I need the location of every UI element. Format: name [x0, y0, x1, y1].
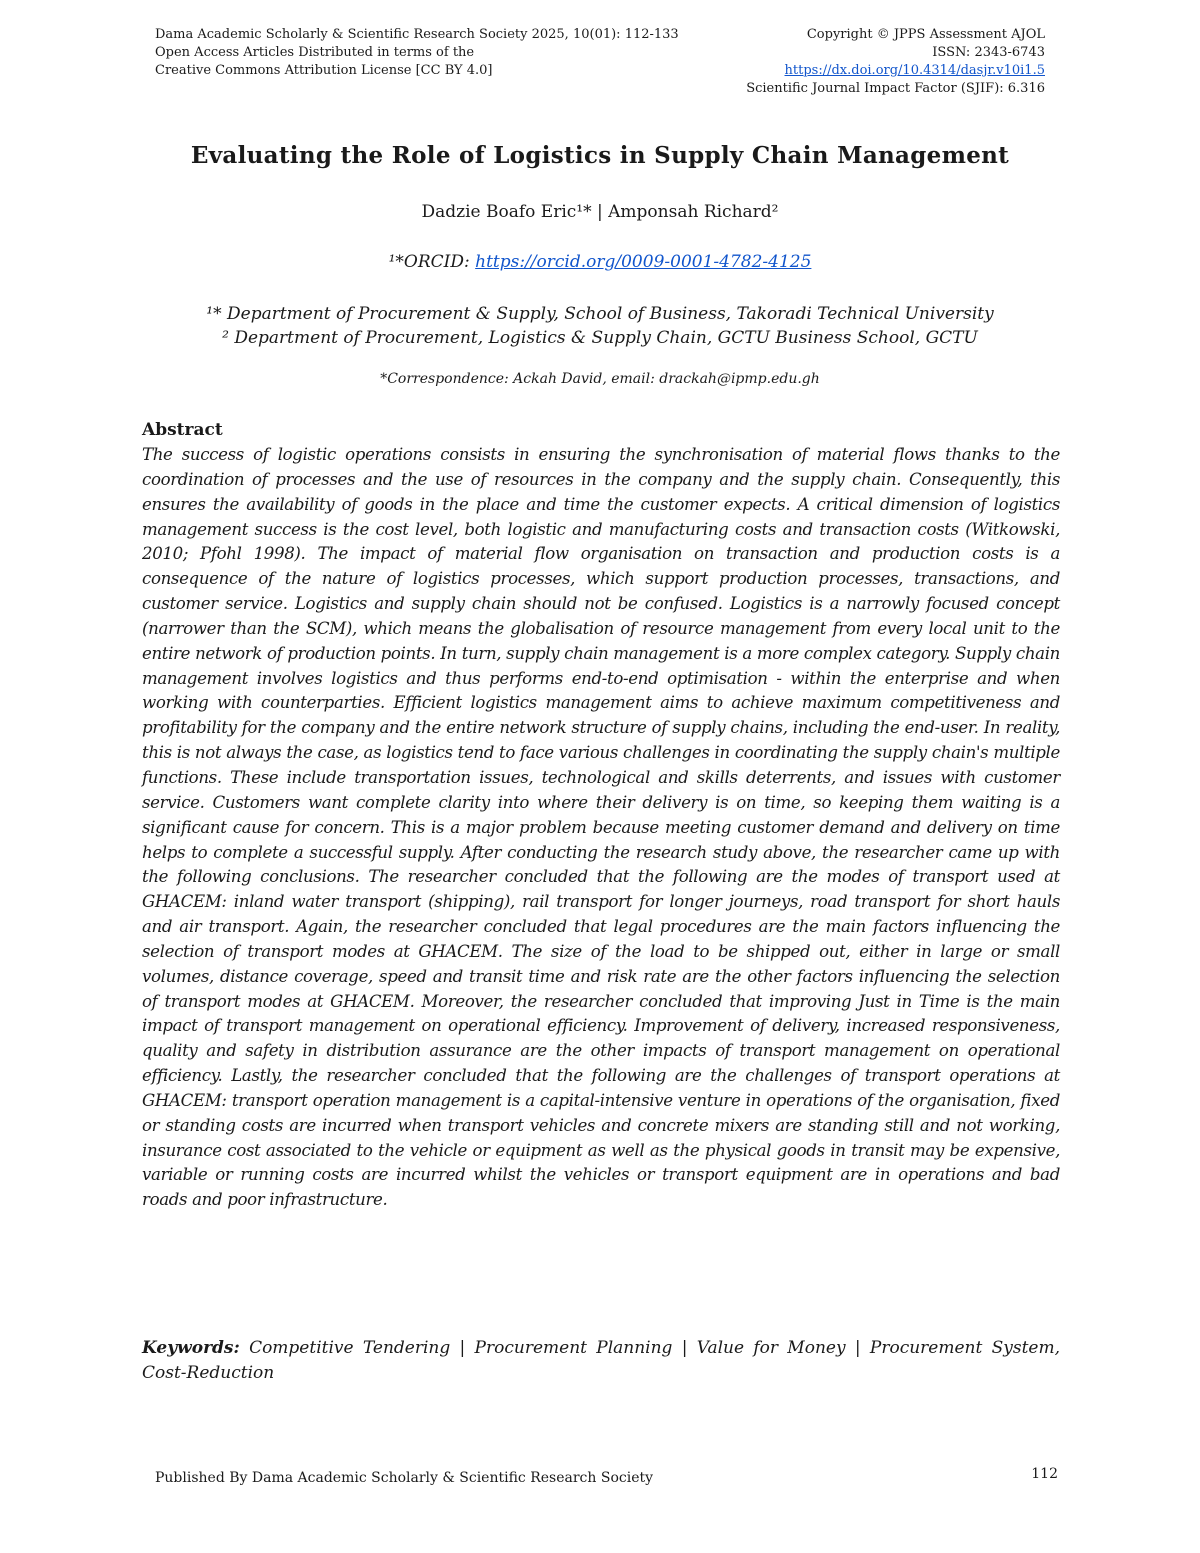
- impact-factor: Scientific Journal Impact Factor (SJIF): 6.316: [746, 81, 1045, 96]
- orcid-line: [100, 252, 1100, 272]
- keywords-label: Keywords:: [142, 1338, 240, 1358]
- copyright-note: Copyright © JPPS Assessment AJOL: [806, 27, 1045, 42]
- paper-title: Evaluating the Role of Logistics in Supply Chain Management: [190, 142, 1010, 169]
- orcid-link[interactable]: https://orcid.org/0009-0001-4782-4125: [475, 252, 812, 272]
- doi-link[interactable]: https://dx.doi.org/10.4314/dasjr.v10i1.5: [784, 63, 1045, 78]
- keywords: [142, 1336, 1060, 1386]
- publisher-footer: Published By Dama Academic Scholarly & Scientific Research Society: [155, 1470, 654, 1486]
- journal-citation: Dama Academic Scholarly & Scientific Research Society 2025, 10(01): 112-133: [155, 27, 679, 42]
- author-list: Dadzie Boafo Eric¹* | Amponsah Richard²: [421, 202, 779, 222]
- abstract-text: The success of logistic operations consists in ensuring the synchronisation of material flows thanks to the coordination of processes and the use of resources in the company and the supply chain. Consequently, this ensures the availability of goods in the place and time the customer expects. A critical dimension of logistics management success is the cost level, both logistic and manufacturing costs and transaction costs (Witkowski, 2010; Pfohl 1998). The impact of material flow organisation on transaction and production costs is a consequence of the nature of logistics processes, which support production processes, transactions, and customer service. Logistics and supply chain should not be confused. Logistics is a narrowly focused concept (narrower than the SCM), which means the globalisation of resource management from every local unit to the entire network of production points. In turn, supply chain management is a more complex category. Supply chain management involves logistics and thus performs end-to-end optimisation - within the enterprise and when working with counterparties. Efficient logistics management aims to achieve maximum competitiveness and profitability for the company and the entire network structure of supply chains, including the end-user. In reality, this is not always the case, as logistics tend to face various challenges in coordinating the supply chain's multiple functions. These include transportation issues, technological and skills deterrents, and issues with customer service. Customers want complete clarity into where their delivery is on time, so keeping them waiting is a significant cause for concern. This is a major problem because meeting customer demand and delivery on time helps to complete a successful supply. After conducting the research study above, the researcher came up with the following conclusions. The researcher concluded that the following are the modes of transport used at GHACEM: inland water transport (shipping), rail transport for longer journeys, road transport for short hauls and air transport. Again, the researcher concluded that legal procedures are the main factors influencing the selection of transport modes at GHACEM. The size of the load to be shipped out, either in large or small volumes, distance coverage, speed and transit time and risk rate are the other factors influencing the selection of transport modes at GHACEM. Moreover, the researcher concluded that improving Just in Time is the main impact of transport management on operational efficiency. Improvement of delivery, increased responsiveness, quality and safety in distribution assurance are the other impacts of transport management on operational efficiency. Lastly, the researcher concluded that the following are the challenges of transport operations at GHACEM: transport operation management is a capital-intensive venture in operations of the organisation, fixed or standing costs are incurred when transport vehicles and concrete mixers are standing still and not working, insurance cost associated to the vehicle or equipment as well as the physical goods in transit may be expensive, variable or running costs are incurred whilst the vehicles or transport equipment are in operations and bad roads and poor infrastructure.: [142, 445, 1060, 1210]
- correspondence: *Correspondence: Ackah David, email: drackah@ipmp.edu.gh: [380, 371, 820, 387]
- page-number: 112: [1031, 1466, 1058, 1482]
- affiliation-2: ² Department of Procurement, Logistics & Supply Chain, GCTU Business School, GCTU: [222, 328, 978, 348]
- affiliations: [100, 302, 1100, 350]
- abstract-heading: Abstract: [142, 420, 223, 440]
- open-access-note: Open Access Articles Distributed in terms of the: [155, 45, 475, 60]
- affiliation-1: ¹* Department of Procurement & Supply, School of Business, Takoradi Technical University: [206, 304, 994, 324]
- journal-header-right: [485, 26, 1045, 98]
- keywords-list: Competitive Tendering | Procurement Planning | Value for Money | Procurement System, Cost-Reduction: [142, 1338, 1060, 1383]
- orcid-prefix: ¹*ORCID:: [388, 252, 476, 272]
- issn: ISSN: 2343-6743: [932, 45, 1045, 60]
- license-note: Creative Commons Attribution License [CC BY 4.0]: [155, 63, 493, 78]
